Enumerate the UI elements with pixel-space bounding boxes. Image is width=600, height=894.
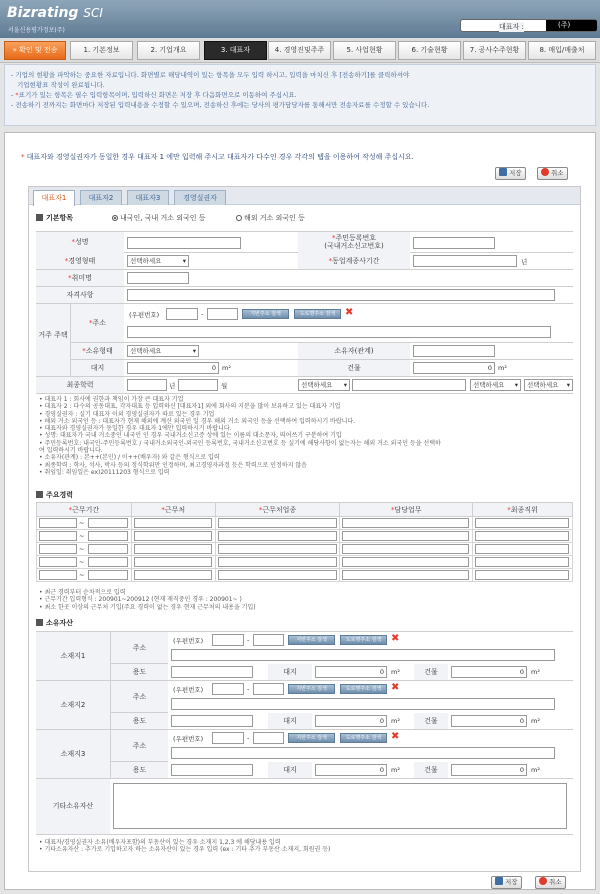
ceo-value: (주) [546, 20, 597, 31]
hobby-input[interactable] [127, 272, 189, 284]
name-label: *성명 [36, 232, 124, 253]
row-name [36, 231, 573, 253]
row-hobby [36, 270, 573, 287]
cancel-button-bottom[interactable]: 취소 [535, 876, 566, 889]
area-unit: m² [531, 766, 540, 774]
edu-year-input[interactable] [127, 379, 167, 391]
name-input[interactable] [127, 237, 241, 249]
asset-address-input[interactable] [171, 747, 555, 759]
step-purchase-sales[interactable]: 8. 매입/매출처 [528, 41, 596, 60]
asset-land-label: 대지 [268, 713, 312, 729]
position-input[interactable] [475, 557, 569, 567]
note-line: 여 입력하시기 바랍니다. [39, 447, 103, 455]
ceo-label: 대표자 : [499, 23, 524, 31]
jibun-search-button[interactable]: 지번주소 검색 [288, 684, 335, 694]
step-confirm-send[interactable]: » 확인 및 전송 [4, 41, 66, 60]
note-line: • 최근 경력부터 순차적으로 입력 [39, 589, 126, 596]
asset-location-label: 소재지3 [36, 730, 110, 778]
delete-address-icon[interactable]: ✖ [391, 731, 400, 742]
asset-land-input[interactable]: 0 [315, 764, 387, 776]
industry-years-label: *동업계종사기간 [298, 253, 410, 269]
career-header: *근무처업종 [215, 503, 340, 517]
asset-postcode2-input[interactable] [253, 683, 284, 695]
career-header: *최종직위 [473, 503, 573, 517]
asset-address-label: 주소 [110, 681, 168, 713]
asset-location-label: 소재지2 [36, 681, 110, 729]
asset-address-input[interactable] [171, 698, 555, 710]
asset-location-label: 소재지1 [36, 632, 110, 680]
note-line: • 성명: 대표자가 국내 거소중인 내국인 인 경우 국내거소신고증 상에 있는 이름의 대소문자, 띄어쓰기 구분하여 기입 [39, 432, 342, 440]
bldg-area-input[interactable]: 0 [413, 362, 495, 374]
jibun-search-button[interactable]: 지번주소 검색 [242, 309, 289, 319]
duty-input[interactable] [342, 531, 469, 541]
asset-land-label: 대지 [268, 664, 312, 680]
postcode-dash: - [247, 636, 250, 644]
duty-input[interactable] [342, 570, 469, 580]
hobby-label: *취미명 [36, 270, 124, 286]
notice-box [4, 64, 596, 126]
app-header [0, 0, 600, 38]
step-construction-orders[interactable]: 7. 공사수주현황 [463, 41, 526, 60]
asset-postcode1-input[interactable] [212, 683, 244, 695]
bldg-label: 건물 [298, 360, 410, 376]
career-end-input[interactable] [88, 557, 128, 567]
note-line: • 기타소유자산 : 추가로 기입하고자 하는 소유자산이 있는 경우 입력 (ex : 기타 추가 부동산 소재지, 회원권 등) [39, 846, 331, 854]
delete-address-icon[interactable]: ✖ [345, 307, 354, 318]
tab-ceo3[interactable]: 대표자3 [127, 190, 169, 205]
row-address [70, 304, 573, 343]
land-area-input[interactable]: 0 [127, 362, 219, 374]
table-row [37, 517, 573, 530]
position-input[interactable] [475, 570, 569, 580]
road-search-button[interactable]: 도로명주소 검색 [340, 635, 387, 645]
table-row [37, 569, 573, 582]
asset-use-label: 용도 [110, 762, 168, 778]
edu-select-3[interactable]: 선택하세요 ▾ [524, 379, 573, 391]
career-notes [39, 589, 574, 611]
education-label: 최종학력 [36, 377, 124, 393]
land-unit: m² [222, 364, 231, 372]
month-unit: 월 [221, 382, 228, 390]
step-ceo[interactable]: 3. 대표자 [204, 41, 267, 60]
school-input[interactable] [352, 379, 466, 391]
delete-address-icon[interactable]: ✖ [391, 633, 400, 644]
other-assets-textarea[interactable] [113, 783, 567, 829]
row-mgmt [36, 253, 573, 270]
tab-ceo2[interactable]: 대표자2 [80, 190, 122, 205]
note-line: • 대표자 2 : 다수의 공동대표, 각자대표 등 입력하신 [대표자1] 외에 회사의 지분을 많이 보유하고 있는 대표자 기업 [39, 403, 341, 411]
industry-years-input[interactable] [413, 255, 517, 267]
assets-table [36, 631, 573, 836]
road-search-button[interactable]: 도로명주소 검색 [294, 309, 341, 319]
asset-use-label: 용도 [110, 713, 168, 729]
asset-use-label: 용도 [110, 664, 168, 680]
row-ownership [70, 343, 573, 360]
asset-land-input[interactable]: 0 [315, 666, 387, 678]
asset-group [36, 632, 573, 681]
postcode1-input[interactable] [166, 308, 198, 320]
note-line: • 최소 한곳 이상의 근무처 기입(주요 경력이 없는 경우 현재 근무처의 내용을 기입) [39, 603, 256, 611]
step-tech-status[interactable]: 6. 기술현황 [398, 41, 461, 60]
postcode-dash: - [201, 310, 204, 318]
company-input[interactable] [134, 531, 212, 541]
ceo-indicator [460, 19, 597, 32]
career-end-input[interactable] [88, 544, 128, 554]
year-unit: 년 [169, 382, 176, 390]
ceo-tabs [29, 187, 580, 205]
bldg-unit: m² [498, 364, 507, 372]
note-line: • 취임일: 취임일은 ex)20111203 형식으로 입력 [39, 468, 170, 476]
career-table [36, 502, 573, 582]
career-end-input[interactable] [88, 518, 128, 528]
step-management-shareholders[interactable]: 4. 경영진및주주 [268, 41, 331, 60]
land-label: 대지 [70, 360, 124, 376]
range-sep: ~ [79, 545, 85, 553]
asset-bldg-input[interactable]: 0 [451, 715, 527, 727]
notice-line: 기업현황표 작성이 완료됩니다. [17, 81, 105, 89]
jibun-search-button[interactable]: 지번주소 검색 [288, 733, 335, 743]
career-end-input[interactable] [88, 531, 128, 541]
cert-input[interactable] [127, 289, 555, 301]
edu-month-input[interactable] [178, 379, 218, 391]
career-start-input[interactable] [39, 557, 77, 567]
basic-notes [39, 396, 574, 476]
mgmt-type-select[interactable]: 선택하세요 ▾ [127, 255, 189, 267]
asset-use-input[interactable] [171, 666, 253, 678]
step-company-overview[interactable]: 2. 기업개요 [137, 41, 200, 60]
step-navigation [0, 38, 600, 63]
save-icon [495, 877, 503, 885]
residence-label: 거주 주택 [36, 304, 70, 377]
save-icon [499, 168, 507, 176]
ceo-form-panel [28, 186, 581, 872]
position-input[interactable] [475, 544, 569, 554]
asset-use-input[interactable] [171, 715, 253, 727]
note-line: • 주민등록번호: 내국인-주민등록번호 / 국내거소외국인-외국인 등록번호, 국내거소신고번호 등 실기에 해당사항이 없는자는 해외 거소 외국인 등을 선택하 [39, 439, 441, 447]
asset-address-input[interactable] [171, 649, 555, 661]
cert-label: 자격사항 [36, 287, 124, 303]
duty-input[interactable] [342, 518, 469, 528]
address-label: *주소 [70, 304, 124, 342]
note-line: • 근무기간 입력형식 : 200901~200912 (현재 재직중인 경우 : 200901~ ) [39, 596, 242, 604]
asset-bldg-label: 건물 [414, 713, 448, 729]
asset-group [36, 681, 573, 730]
jibun-search-button[interactable]: 지번주소 검색 [288, 635, 335, 645]
step-business-status[interactable]: 5. 사업현황 [333, 41, 396, 60]
table-row [37, 543, 573, 556]
company-input[interactable] [134, 544, 212, 554]
rrn-input[interactable] [413, 237, 495, 249]
mgmt-type-label: *경영형태 [36, 253, 124, 269]
asset-postcode2-input[interactable] [253, 634, 284, 646]
note-line: • 대표자/경영실권자 소유(배우자포함)의 부동산이 있는 경우 소재지 1,2,3 에 해당내용 입력 [39, 839, 281, 846]
career-header: *근무기간 [37, 503, 132, 517]
delete-address-icon[interactable]: ✖ [391, 682, 400, 693]
save-button-bottom[interactable]: 저장 [491, 876, 522, 889]
basic-section-title: 기본항목 [36, 213, 73, 223]
area-unit: m² [531, 668, 540, 676]
postcode-text: (우편번호) [173, 735, 204, 743]
notice-line: - 기업의 현황을 파악하는 중요한 자료입니다. 화면별로 해당내역이 있는 항목을 모두 입력 하시고, 입력을 마치신 후 [전송하기]를 클릭하셔야 [11, 71, 410, 79]
row-cert [36, 287, 573, 304]
duty-input[interactable] [342, 544, 469, 554]
owner-label: 소유자(관계) [298, 343, 410, 359]
area-unit: m² [391, 766, 400, 774]
edu-select-2[interactable]: 선택하세요 ▾ [470, 379, 521, 391]
asset-postcode2-input[interactable] [253, 732, 284, 744]
postcode-text: (우편번호) [173, 637, 204, 645]
industry-input[interactable] [218, 531, 337, 541]
edu-select-1[interactable]: 선택하세요 ▾ [298, 379, 350, 391]
asset-postcode1-input[interactable] [212, 732, 244, 744]
step-basic-info[interactable]: 1. 기본정보 [70, 41, 133, 60]
note-line: • 소유자(관계) : 본++(본인) / 이++(배우자) 와 같은 형식으로 입력 [39, 454, 220, 462]
bizrating-logo: Bizrating SCI [7, 5, 103, 21]
asset-use-input[interactable] [171, 764, 253, 776]
years-unit: 년 [521, 258, 528, 266]
career-start-input[interactable] [39, 544, 77, 554]
career-header: *담당업무 [340, 503, 473, 517]
table-row [37, 530, 573, 543]
radio-overseas[interactable]: 해외 거소 외국인 등 [236, 213, 305, 223]
assets-section-title: 소유자산 [36, 618, 73, 628]
cancel-button[interactable]: 취소 [537, 167, 568, 180]
career-section-title: 주요경력 [36, 490, 73, 500]
asset-address-label: 주소 [110, 730, 168, 762]
asset-address-label: 주소 [110, 632, 168, 664]
cancel-icon [539, 877, 547, 885]
industry-input[interactable] [218, 518, 337, 528]
road-search-button[interactable]: 도로명주소 검색 [340, 733, 387, 743]
address-input[interactable] [127, 326, 551, 338]
row-land-bldg [70, 360, 573, 377]
career-start-input[interactable] [39, 518, 77, 528]
own-type-select[interactable]: 선택하세요 ▾ [127, 345, 199, 357]
own-type-label: *소유형태 [70, 343, 124, 359]
postcode-dash: - [247, 734, 250, 742]
range-sep: ~ [79, 532, 85, 540]
owner-input[interactable] [413, 345, 495, 357]
table-row [37, 556, 573, 569]
notice-line: - *표기가 있는 항목은 필수 입력항목이며, 입력하신 화면은 저장 후 다음화면으로 이동하여 주십시요. [11, 91, 297, 99]
range-sep: ~ [79, 519, 85, 527]
position-input[interactable] [475, 531, 569, 541]
instruction-note: * 대표자와 경영실권자가 동일한 경우 대표자 1 에만 입력해 주시고 대표자가 다수인 경우 각각의 탭을 이용하여 작성해 주십시요. [21, 153, 414, 161]
industry-input[interactable] [218, 557, 337, 567]
note-line: • 대표자와 경영실권자가 동일한 경우 대표자 1에만 입력하시기 바랍니다. [39, 425, 232, 433]
area-unit: m² [391, 717, 400, 725]
asset-land-input[interactable]: 0 [315, 715, 387, 727]
tab-real-owner[interactable]: 경영실권자 [174, 190, 226, 205]
note-line: • 대표자 1 : 회사에 권한과 책임이 가장 큰 대표자 기업 [39, 396, 184, 403]
note-line: • 해외 거소 외국인 등 : 대표자가 현재 해외에 계신 외국인 일 경우 해외 거소 외국인 등을 선택하여 입력하시기 바랍니다. [39, 417, 356, 425]
asset-bldg-label: 건물 [414, 664, 448, 680]
main-content [4, 132, 596, 890]
row-education [36, 377, 573, 394]
career-start-input[interactable] [39, 570, 77, 580]
other-assets-row [36, 779, 573, 835]
position-input[interactable] [475, 518, 569, 528]
note-line: • 최종학력 : 학사, 석사, 박사 등의 정식학위만 인정하며, 최고경영자과정 등은 학력으로 인정하지 않음 [39, 461, 307, 469]
industry-input[interactable] [218, 544, 337, 554]
duty-input[interactable] [342, 557, 469, 567]
industry-input[interactable] [218, 570, 337, 580]
area-unit: m² [531, 717, 540, 725]
postcode-dash: - [247, 685, 250, 693]
logo-subtitle: 서울신용평가정보(주) [8, 27, 65, 34]
asset-bldg-input[interactable]: 0 [451, 666, 527, 678]
assets-notes [39, 839, 574, 854]
asset-bldg-label: 건물 [414, 762, 448, 778]
tab-ceo1[interactable]: 대표자1 [33, 190, 75, 206]
radio-domestic[interactable]: 내국인, 국내 거소 외국인 등 [112, 213, 206, 223]
asset-group [36, 730, 573, 779]
range-sep: ~ [79, 571, 85, 579]
postcode2-input[interactable] [207, 308, 238, 320]
cancel-icon [541, 168, 549, 176]
note-line: • 경영실권자 : 실기 대표자 이외 경영실권자가 따로 있는 경우 기업 [39, 410, 215, 418]
other-assets-label: 기타소유자산 [36, 779, 110, 834]
save-button[interactable]: 저장 [495, 167, 526, 180]
asset-bldg-input[interactable]: 0 [451, 764, 527, 776]
asset-postcode1-input[interactable] [212, 634, 244, 646]
range-sep: ~ [79, 558, 85, 566]
company-input[interactable] [134, 570, 212, 580]
rrn-label: *주민등록번호 (국내거소신고번호) [298, 232, 410, 253]
career-start-input[interactable] [39, 531, 77, 541]
career-header: *근무처 [131, 503, 215, 517]
area-unit: m² [391, 668, 400, 676]
postcode-text: (우편번호) [129, 311, 160, 319]
company-input[interactable] [134, 518, 212, 528]
career-end-input[interactable] [88, 570, 128, 580]
road-search-button[interactable]: 도로명주소 검색 [340, 684, 387, 694]
company-input[interactable] [134, 557, 212, 567]
notice-line: - 전송하기 전까지는 화면마다 저장된 입력내용을 수정할 수 있으며, 전송하신 후에는 당사의 평가담당자를 통해서만 전송자료를 수정할 수 있습니다. [11, 101, 430, 109]
postcode-text: (우편번호) [173, 686, 204, 694]
asset-land-label: 대지 [268, 762, 312, 778]
